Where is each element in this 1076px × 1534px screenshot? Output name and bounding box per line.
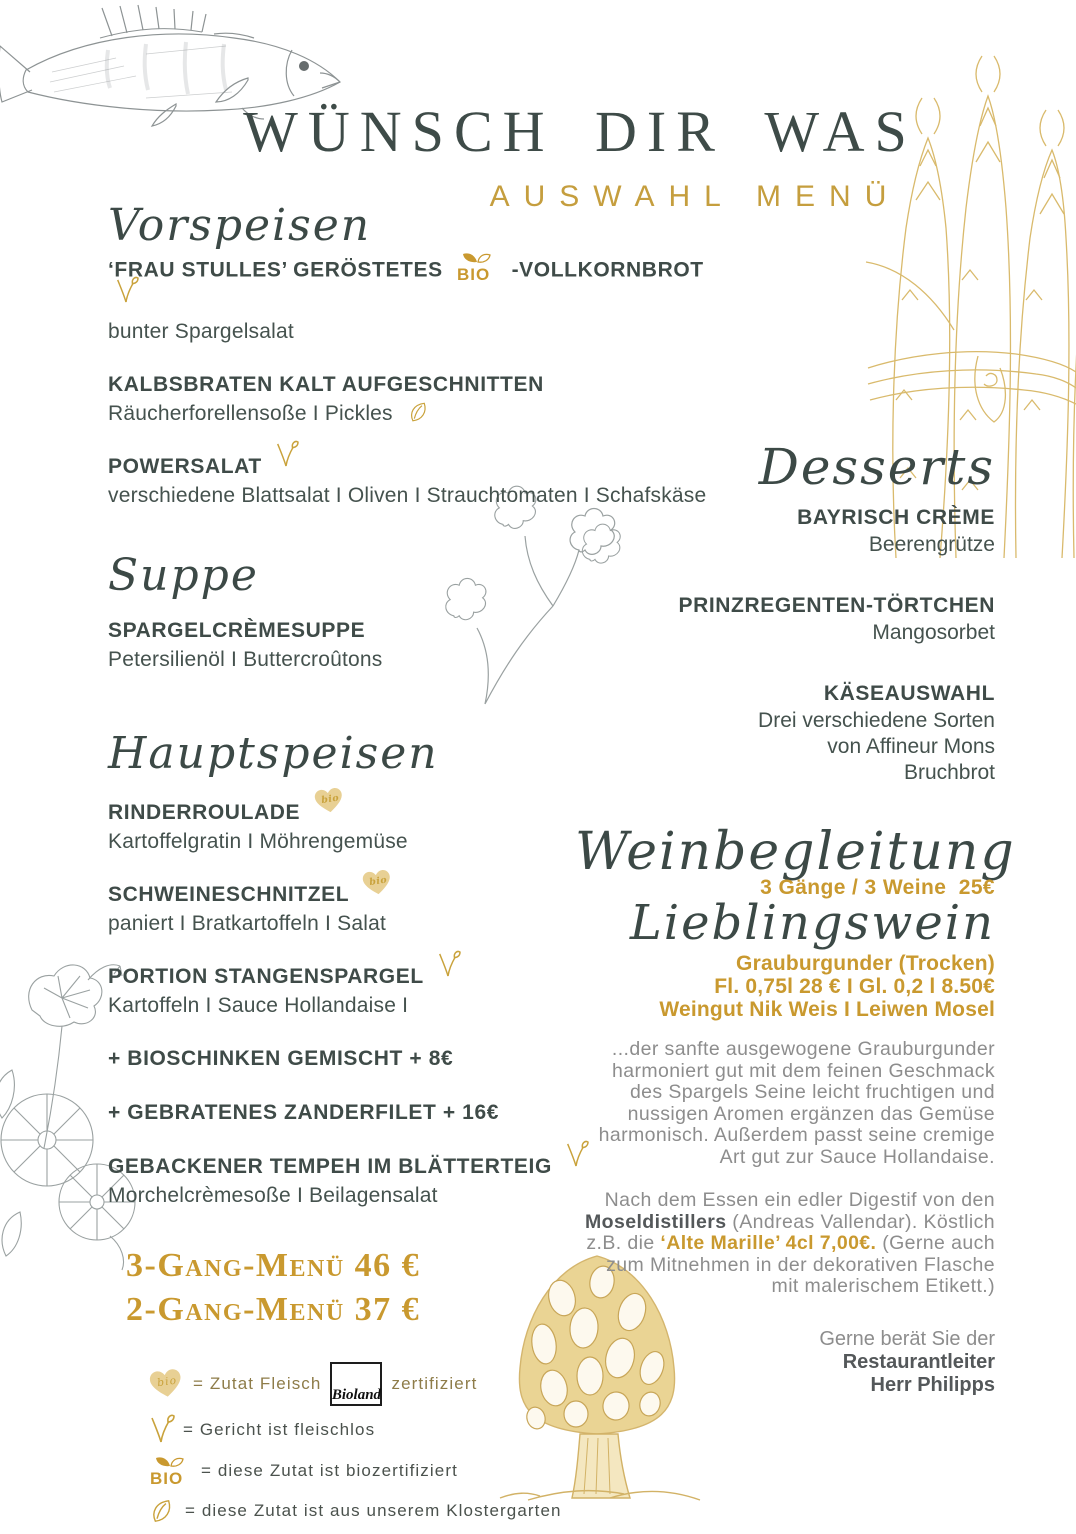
- item-desc: [108, 400, 708, 428]
- digestif-text: (Andreas Vallendar). Köstlich z.B. die: [586, 1210, 995, 1254]
- wine-estate: Weingut Nik Weis I Leiwen Mosel: [659, 998, 995, 1021]
- section-heading-hauptspeisen: Hauptspeisen: [108, 728, 439, 779]
- section-heading-lieblingswein: Lieblingswein: [629, 895, 995, 951]
- bio-icon: [148, 1454, 192, 1488]
- menu-item-vollkornbrot: [108, 254, 708, 346]
- section-heading-suppe: Suppe: [108, 550, 259, 601]
- wine-price: Fl. 0,75l 28 € I Gl. 0,2 l 8.50€: [714, 975, 995, 998]
- dessert-item-kaeseauswahl: [575, 680, 995, 786]
- item-title: + BIOSCHINKEN GEMISCHT + 8€: [108, 1047, 454, 1070]
- legend-text: zertifiziert: [391, 1374, 478, 1393]
- item-desc: paniert I Bratkartoffeln I Salat: [108, 912, 386, 935]
- bioland-logo: [330, 1362, 382, 1406]
- item-desc: Mangosorbet: [872, 621, 995, 644]
- leaf-icon: [145, 1494, 178, 1527]
- digestif-offer: ‘Alte Marille’ 4cl 7,00€.: [660, 1232, 877, 1254]
- item-title-text: -VOLLKORNBROT: [511, 258, 704, 282]
- section-heading-vorspeisen: Vorspeisen: [108, 200, 372, 251]
- item-title: [108, 254, 708, 318]
- svg-text:BIO: BIO: [150, 1469, 184, 1488]
- svg-text:BIO: BIO: [457, 265, 491, 284]
- sprout-icon: [436, 951, 460, 979]
- legend-item-fleischlos: [148, 1415, 708, 1445]
- item-title-text: PORTION STANGENSPARGEL: [108, 965, 424, 988]
- wine-name: Grauburgunder (Trocken): [736, 952, 995, 975]
- item-desc: Beerengrütze: [868, 533, 995, 556]
- footer-note: [575, 1328, 995, 1397]
- digestif-brand: Moseldistillers: [585, 1210, 727, 1233]
- item-desc-line: von Affineur Mons: [827, 735, 995, 758]
- bio-heart-icon: [311, 785, 347, 817]
- digestif-text: (Gerne auch zum Mitnehmen in der dekorativen Flasche mit malerischem Etikett.): [606, 1232, 995, 1297]
- item-title-text: SCHWEINESCHNITZEL: [108, 883, 349, 906]
- price-line-3-gang: 3-Gang-Menü 46 €: [126, 1247, 421, 1284]
- item-title-text: GEBACKENER TEMPEH IM BLÄTTERTEIG: [108, 1155, 552, 1178]
- sprout-icon: [274, 441, 298, 469]
- bioland-logo-text: Bioland: [331, 1387, 382, 1403]
- wine-details: [575, 952, 995, 1021]
- item-title-text: RINDERROULADE: [108, 801, 301, 824]
- svg-text:bio: bio: [156, 1374, 179, 1390]
- legend-item-klostergarten: [148, 1497, 708, 1525]
- digestif-text: Nach dem Essen ein edler Digestif von den: [604, 1189, 995, 1211]
- section-heading-desserts: Desserts: [758, 438, 995, 496]
- price-line-2-gang: 2-Gang-Menü 37 €: [126, 1291, 421, 1328]
- menu-item-kalbsbraten: [108, 370, 708, 428]
- legend-item-biozertifiziert: [148, 1454, 708, 1488]
- dessert-item-prinzregenten: [575, 592, 995, 646]
- item-title: PRINZREGENTEN-TÖRTCHEN: [678, 594, 995, 617]
- item-title-text: POWERSALAT: [108, 455, 262, 478]
- item-desc-text: Räucherforellensoße I Pickles: [108, 402, 393, 425]
- sprout-icon: [148, 1415, 174, 1445]
- legend-text: = Zutat Fleisch: [193, 1374, 322, 1393]
- legend-text: = diese Zutat ist biozertifiziert: [201, 1461, 458, 1480]
- wine-offer: 3 Gänge / 3 Weine 25€: [760, 876, 995, 899]
- dessert-item-bayrisch-creme: [575, 504, 995, 558]
- item-desc: Kartoffeln I Sauce Hollandaise I: [108, 994, 409, 1017]
- legend-text: = diese Zutat ist aus unserem Klostergarten: [185, 1501, 562, 1520]
- svg-text:bio: bio: [368, 874, 389, 889]
- item-desc-line: Drei verschiedene Sorten: [758, 709, 995, 732]
- wine-description: ...der sanfte ausgewogene Grauburgunder harmoniert gut mit dem feinen Geschmack des Spargels Seine leicht fruchtigen und nussigen Aromen ergänzen das Gemüse harmonisch. Außerdem passt seine cremige Art gut zur Sauce Hollandaise.: [598, 1038, 995, 1168]
- footer-line: Gerne berät Sie der: [819, 1327, 995, 1350]
- page-title: WÜNSCH DIR WAS: [243, 99, 917, 164]
- bio-heart-icon: [146, 1366, 186, 1403]
- item-desc: Petersilienöl I Buttercroûtons: [108, 648, 383, 671]
- item-title: SPARGELCRÈMESUPPE: [108, 619, 366, 642]
- legend-text: = Gericht ist fleischlos: [183, 1420, 376, 1439]
- footer-role: Restaurantleiter: [842, 1350, 995, 1373]
- leaf-icon: [404, 397, 433, 427]
- item-desc: Kartoffelgratin I Möhrengemüse: [108, 830, 408, 853]
- item-title: BAYRISCH CRÈME: [797, 506, 995, 529]
- digestif-paragraph: [575, 1190, 995, 1298]
- item-desc: bunter Spargelsalat: [108, 320, 294, 343]
- item-title: KÄSEAUSWAHL: [823, 682, 995, 705]
- right-column: [575, 438, 1016, 1397]
- item-title: + GEBRATENES ZANDERFILET + 16€: [108, 1101, 500, 1124]
- page-subtitle: AUSWAHL MENÜ: [489, 180, 901, 213]
- svg-text:bio: bio: [320, 792, 340, 807]
- item-desc: verschiedene Blattsalat I Oliven I Strauchtomaten I Schafskäse: [108, 484, 707, 507]
- item-desc-line: Bruchbrot: [903, 761, 995, 784]
- footer-name: Herr Philipps: [870, 1373, 995, 1396]
- item-desc: Morchelcrèmesoße I Beilagensalat: [108, 1184, 438, 1207]
- item-title-text: ‘FRAU STULLES’ GERÖSTETES: [108, 258, 443, 282]
- sprout-icon: [114, 277, 138, 305]
- bio-icon: [455, 250, 499, 284]
- bio-heart-icon: [359, 867, 395, 899]
- section-heading-weinbegleitung: Weinbegleitung: [575, 822, 1016, 882]
- item-title: KALBSBRATEN KALT AUFGESCHNITTEN: [108, 373, 544, 396]
